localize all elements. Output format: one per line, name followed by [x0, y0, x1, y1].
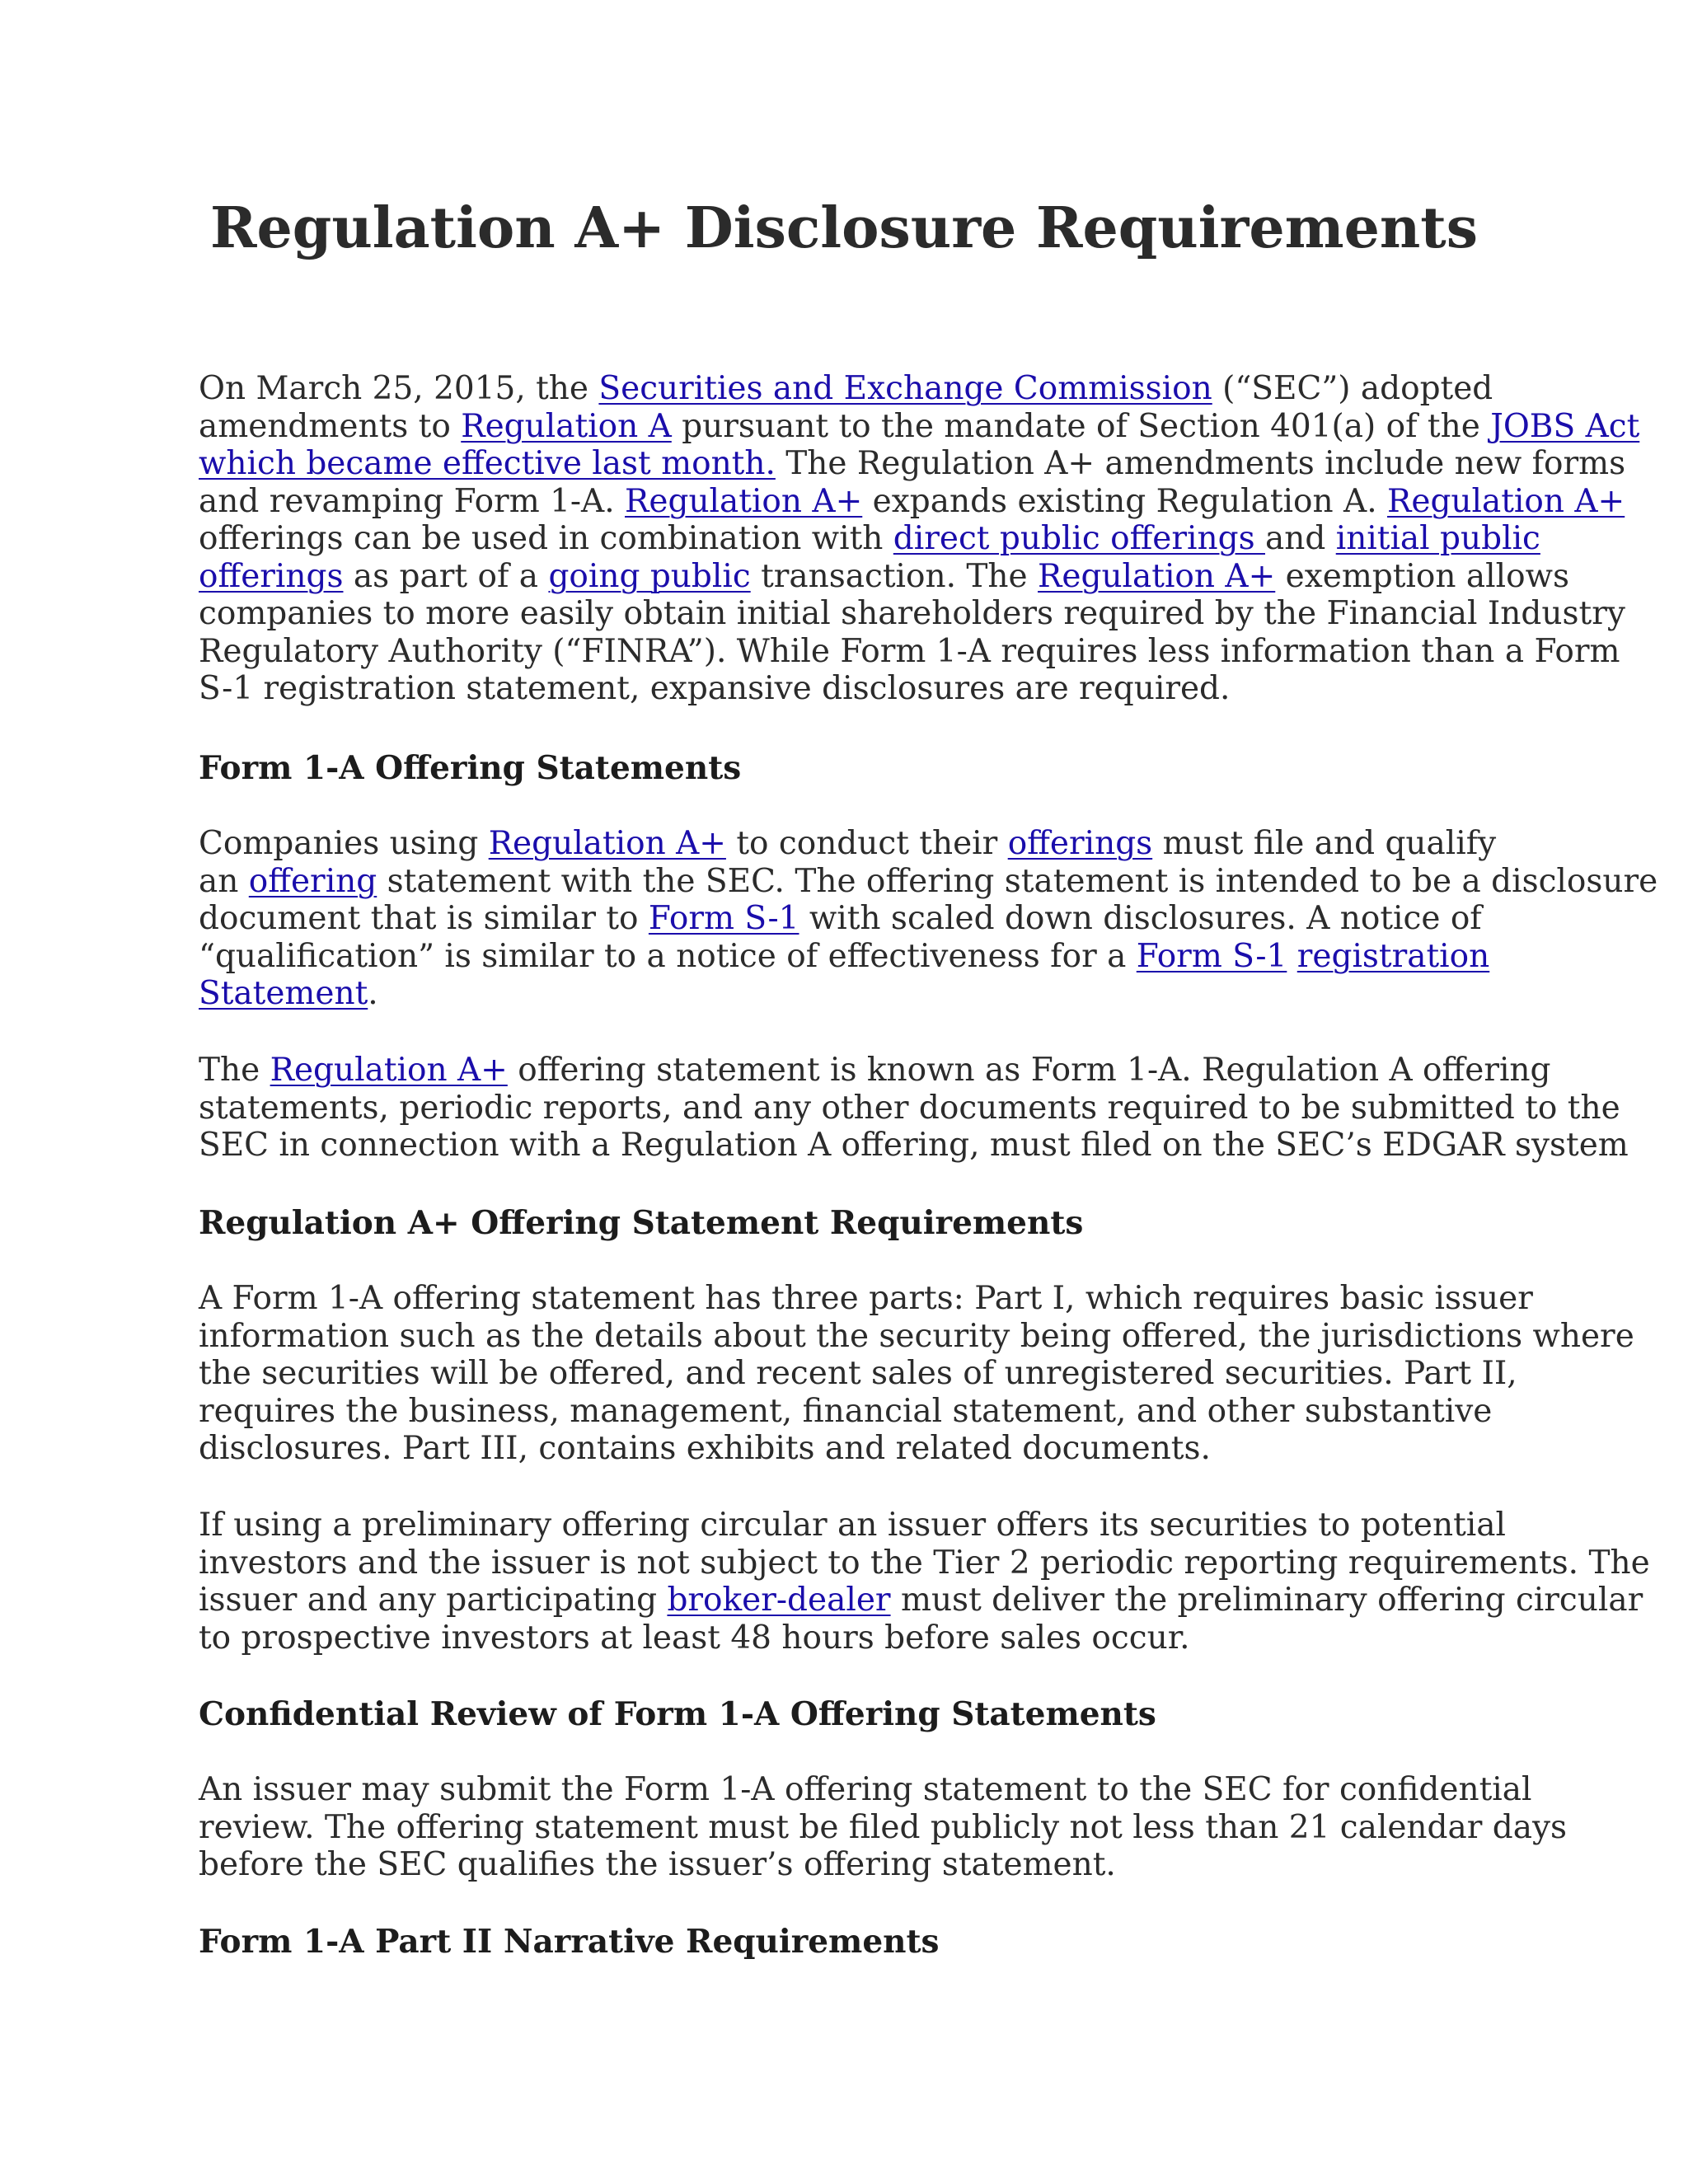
link-registration-statement[interactable]: registration: [1296, 937, 1490, 975]
text-line: S-1 registration statement, expansive disclosures are required.: [199, 670, 1231, 707]
intro-paragraph: [199, 370, 1639, 708]
text-run: with scaled down disclosures. A notice of: [799, 900, 1482, 937]
text-line: disclosures. Part III, contains exhibits and related documents.: [199, 1430, 1211, 1467]
form-1a-edgar-paragraph: [199, 1052, 1629, 1165]
link-regulation-a-plus[interactable]: Regulation A+: [625, 482, 863, 520]
text-run: Companies using: [199, 825, 489, 862]
link-form-s1[interactable]: Form S-1: [648, 900, 799, 937]
requirements-paragraph: [199, 1280, 1634, 1468]
text-line: A Form 1-A offering statement has three parts: Part I, which requires basic issuer: [199, 1280, 1533, 1317]
text-line: [199, 370, 1639, 408]
text-run: document that is similar to: [199, 900, 649, 937]
text-line: [199, 938, 1658, 976]
text-run: transaction. The: [750, 557, 1039, 595]
text-line: [199, 975, 1658, 1013]
link-initial-public-offerings[interactable]: initial public: [1335, 520, 1540, 557]
text-run: expands existing Regulation A.: [862, 482, 1387, 520]
text-run: and: [1264, 520, 1336, 557]
text-run: offering statement is known as Form 1-A. Regulation A offering: [507, 1052, 1551, 1089]
text-line: investors and the issuer is not subject to the Tier 2 periodic reporting requirements. The: [199, 1544, 1650, 1582]
link-direct-public-offerings[interactable]: direct public offerings: [893, 520, 1265, 557]
text-line: to prospective investors at least 48 hours before sales occur.: [199, 1619, 1190, 1657]
form-1a-paragraph: [199, 825, 1658, 1013]
text-line: [199, 520, 1639, 558]
text-run: [1287, 938, 1296, 975]
link-offerings[interactable]: offerings: [1007, 825, 1153, 862]
text-run: issuer and any participating: [199, 1582, 668, 1619]
link-securities-and-exchange-commission[interactable]: Securities and Exchange Commission: [598, 370, 1212, 407]
link-jobs-act-effective[interactable]: which became effective last month.: [199, 445, 776, 482]
text-line: If using a preliminary offering circular an issuer offers its securities to potential: [199, 1507, 1506, 1544]
link-regulation-a[interactable]: Regulation A: [461, 407, 672, 445]
text-run: “qualification” is similar to a notice of effectiveness for a: [199, 937, 1137, 975]
text-line: [199, 1052, 1629, 1090]
section-heading: Form 1-A Offering Statements: [199, 749, 742, 787]
text-line: [199, 408, 1639, 446]
text-line: companies to more easily obtain initial shareholders required by the Financial Industry: [199, 595, 1625, 632]
text-run: .: [368, 975, 378, 1012]
text-line: [199, 558, 1639, 596]
text-run: offerings can be used in combination with: [199, 520, 893, 557]
text-line: [199, 900, 1658, 938]
text-run: amendments to: [199, 407, 462, 445]
text-run: The: [199, 1052, 270, 1089]
text-run: statement with the SEC. The offering statement is intended to be a disclosure: [377, 862, 1658, 900]
text-line: An issuer may submit the Form 1-A offering statement to the SEC for confidential: [199, 1771, 1532, 1808]
link-form-s1[interactable]: Form S-1: [1136, 937, 1287, 975]
text-line: [199, 863, 1658, 901]
text-line: information such as the details about the security being offered, the jurisdictions where: [199, 1317, 1634, 1355]
text-run: must file and qualify: [1152, 825, 1497, 862]
section-heading: Form 1-A Part II Narrative Requirements: [199, 1923, 940, 1961]
text-run: an: [199, 862, 249, 900]
link-initial-public-offerings[interactable]: offerings: [199, 557, 344, 595]
link-offering[interactable]: offering: [248, 862, 377, 900]
text-line: statements, periodic reports, and any other documents required to be submitted to the: [199, 1089, 1620, 1127]
link-registration-statement[interactable]: Statement: [199, 975, 368, 1012]
text-run: (“SEC”) adopted: [1212, 370, 1493, 407]
link-regulation-a-plus[interactable]: Regulation A+: [270, 1052, 508, 1089]
link-regulation-a-plus[interactable]: Regulation A+: [488, 825, 726, 862]
text-line: [199, 1582, 1650, 1619]
text-line: before the SEC qualifies the issuer’s offering statement.: [199, 1846, 1116, 1883]
text-run: exemption allows: [1275, 557, 1569, 595]
text-run: to conduct their: [725, 825, 1008, 862]
text-line: requires the business, management, financial statement, and other substantive: [199, 1392, 1493, 1430]
link-regulation-a-plus[interactable]: Regulation A+: [1387, 482, 1625, 520]
text-line: [199, 483, 1639, 521]
link-going-public[interactable]: going public: [548, 557, 751, 595]
section-heading: Confidential Review of Form 1-A Offering Statements: [199, 1695, 1156, 1733]
text-run: must deliver the preliminary offering circular: [890, 1582, 1643, 1619]
text-line: SEC in connection with a Regulation A offering, must filed on the SEC’s EDGAR system: [199, 1127, 1629, 1164]
text-line: review. The offering statement must be filed publicly not less than 21 calendar days: [199, 1808, 1568, 1846]
link-regulation-a-plus[interactable]: Regulation A+: [1038, 557, 1276, 595]
link-broker-dealer[interactable]: broker-dealer: [667, 1582, 891, 1619]
page-title: Regulation A+ Disclosure Requirements: [210, 195, 1478, 261]
text-run: pursuant to the mandate of Section 401(a) of the: [671, 407, 1491, 445]
confidential-review-paragraph: [199, 1771, 1567, 1884]
link-jobs-act[interactable]: JOBS Act: [1490, 407, 1640, 445]
text-run: On March 25, 2015, the: [199, 370, 599, 407]
text-line: Regulatory Authority (“FINRA”). While Form 1-A requires less information than a Form: [199, 632, 1620, 670]
text-run: and revamping Form 1-A.: [199, 482, 626, 520]
preliminary-circular-paragraph: [199, 1507, 1650, 1657]
text-run: as part of a: [343, 557, 549, 595]
section-heading: Regulation A+ Offering Statement Requirements: [199, 1204, 1084, 1242]
text-run: The Regulation A+ amendments include new forms: [775, 445, 1626, 482]
text-line: [199, 445, 1639, 483]
text-line: [199, 825, 1658, 863]
text-line: the securities will be offered, and recent sales of unregistered securities. Part II,: [199, 1355, 1517, 1392]
